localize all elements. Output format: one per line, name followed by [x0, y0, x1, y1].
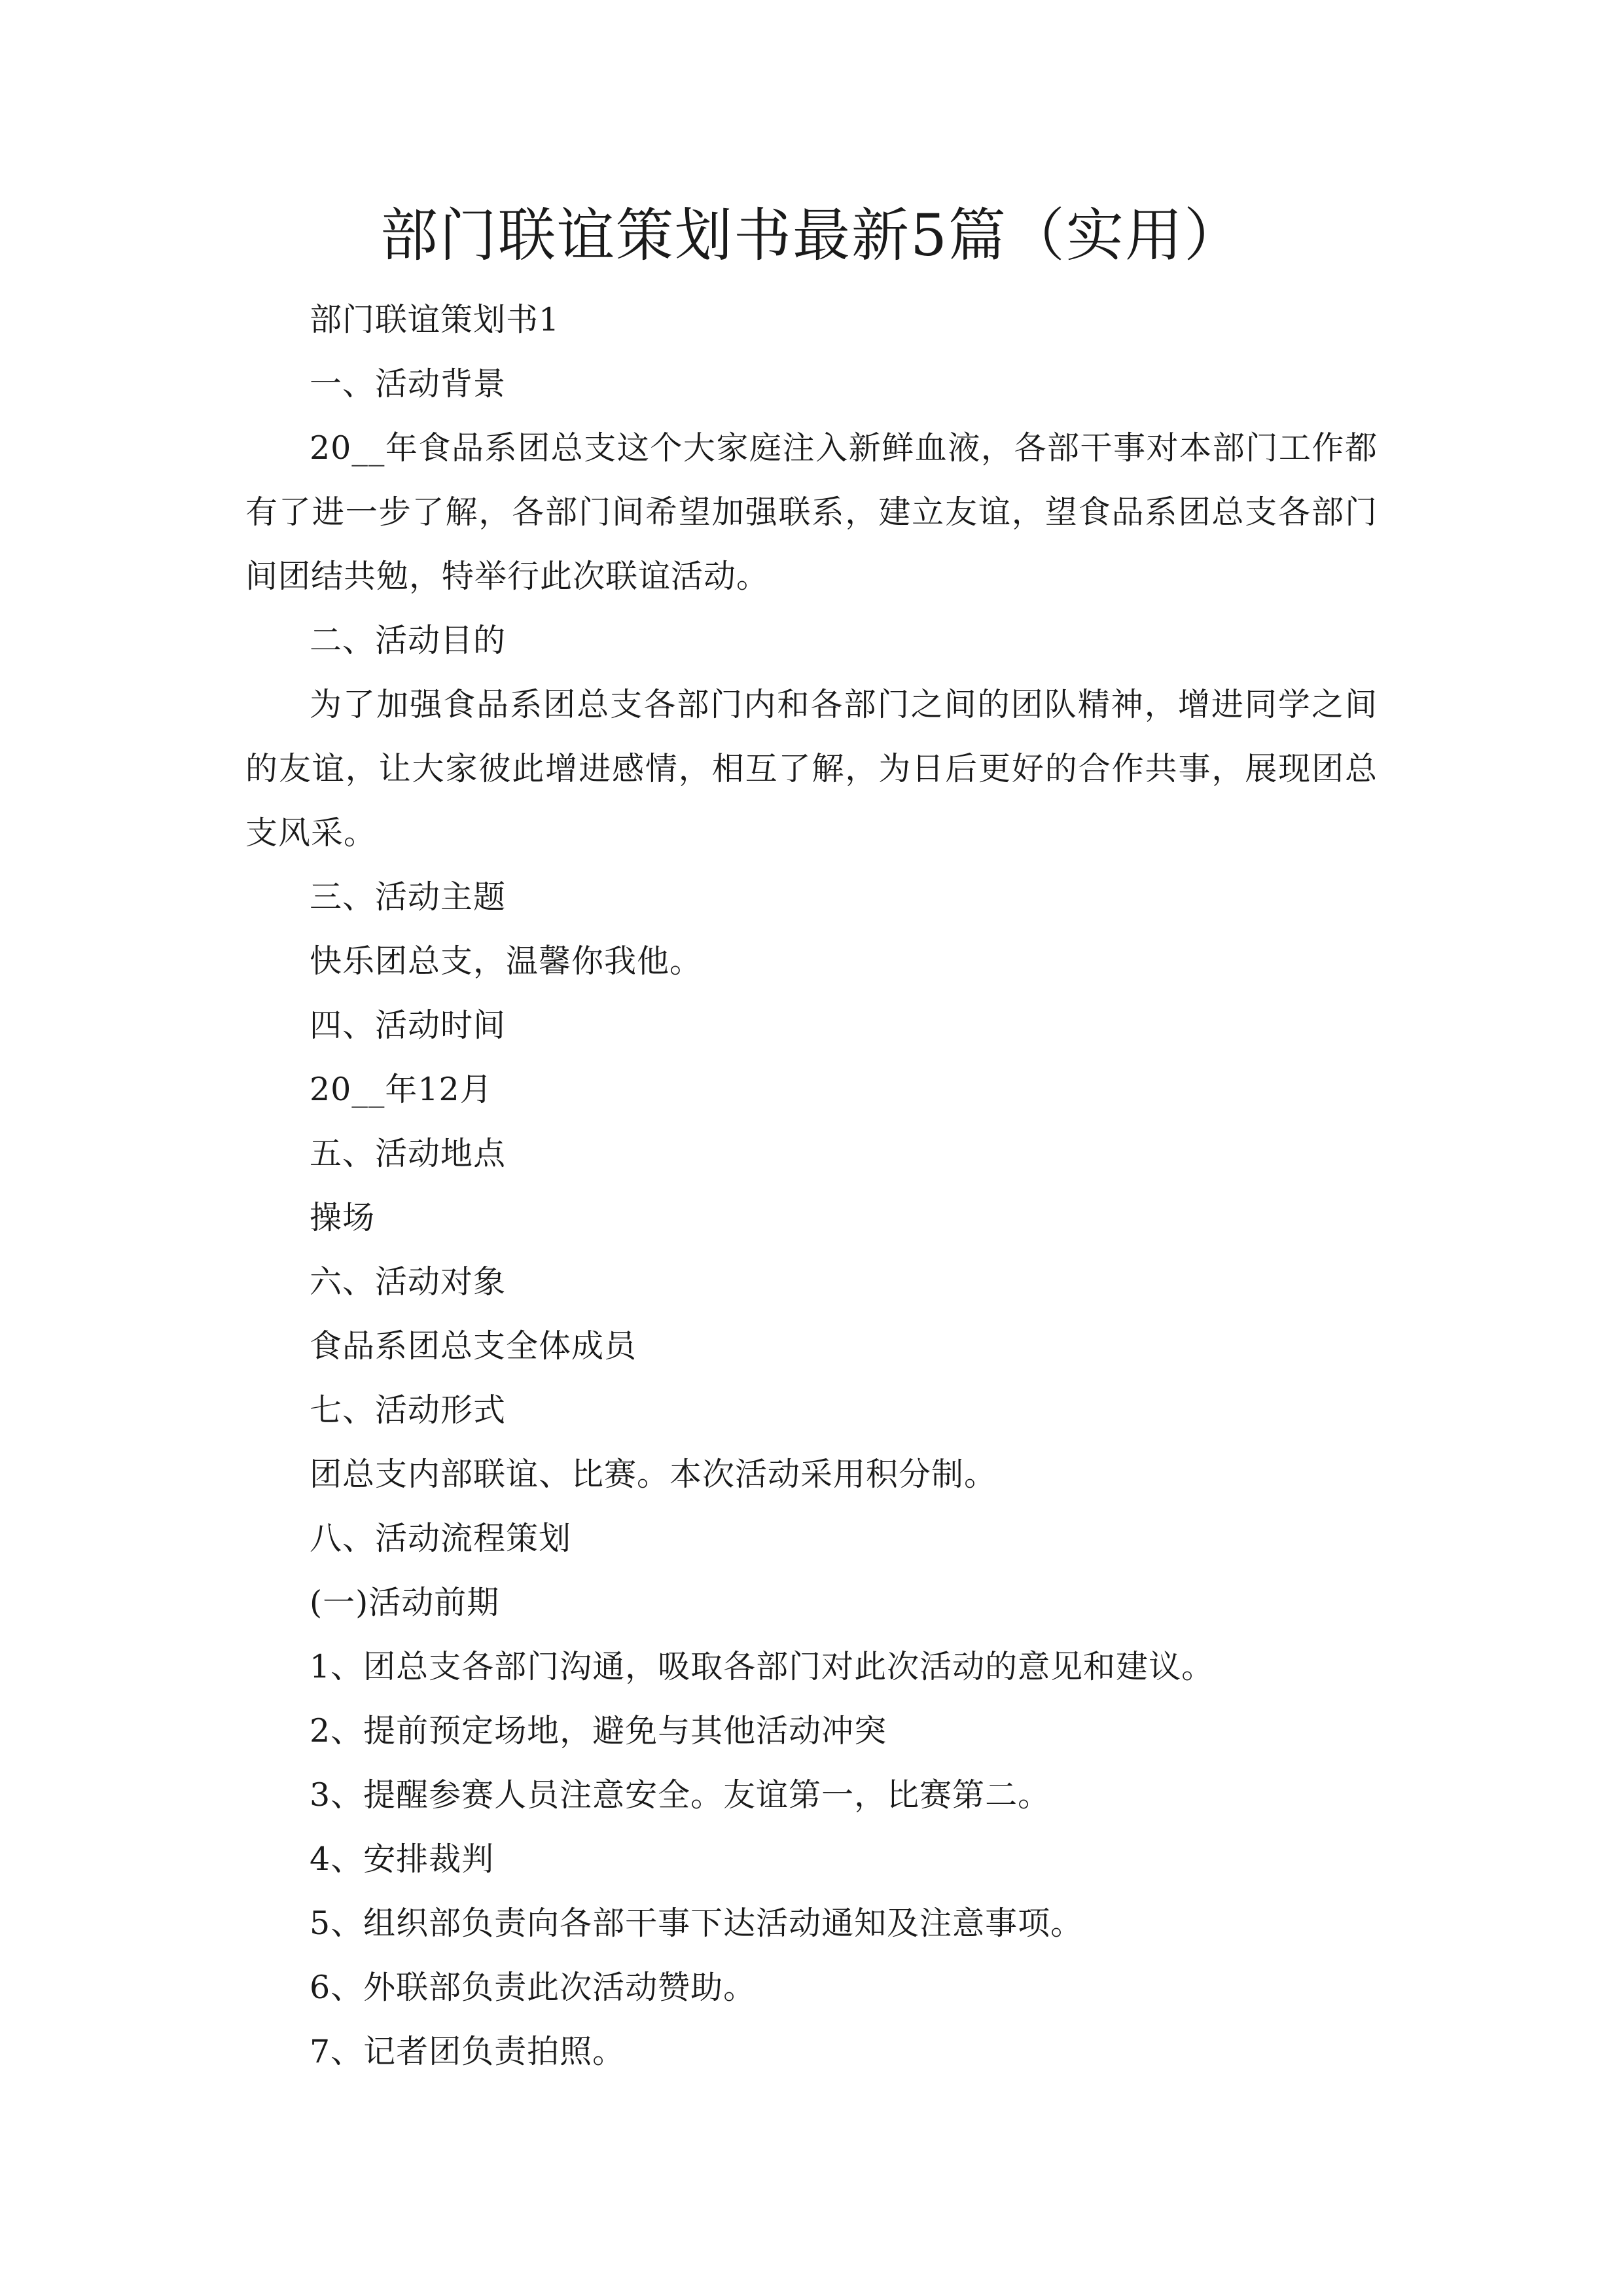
heading-location: 五、活动地点 — [310, 1135, 507, 1172]
document-body — [245, 288, 1378, 2084]
paragraph-participants: 食品系团总支全体成员 — [310, 1327, 637, 1365]
list-item: 1、团总支各部门沟通，吸取各部门对此次活动的意见和建议。 — [310, 1648, 1215, 1685]
heading-background: 一、活动背景 — [310, 365, 507, 403]
paragraph-theme: 快乐团总支，温馨你我他。 — [310, 942, 703, 980]
heading-format: 七、活动形式 — [310, 1391, 507, 1429]
document-title: 部门联谊策划书最新5篇（实用） — [380, 202, 1243, 269]
paragraph-format: 团总支内部联谊、比赛。本次活动采用积分制。 — [310, 1456, 997, 1493]
list-item: 5、组织部负责向各部干事下达活动通知及注意事项。 — [310, 1905, 1084, 1942]
paragraph-location: 操场 — [310, 1199, 376, 1236]
heading-purpose: 二、活动目的 — [310, 622, 507, 659]
paragraph-purpose: 为了加强食品系团总支各部门内和各部门之间的团队精神，增进同学之间的友谊，让大家彼此增进感情，相互了解，为日后更好的合作共事，展现团总支风采。 — [245, 686, 1378, 852]
heading-time: 四、活动时间 — [310, 1007, 507, 1044]
paragraph-background: 20__年食品系团总支这个大家庭注入新鲜血液，各部干事对本部门工作都有了进一步了解，各部门间希望加强联系，建立友谊，望食品系团总支各部门间团结共勉，特举行此次联谊活动。 — [245, 429, 1378, 595]
paragraph-time: 20__年12月 — [310, 1071, 493, 1108]
list-item: 4、安排裁判 — [310, 1840, 495, 1878]
list-item: 3、提醒参赛人员注意安全。友谊第一，比赛第二。 — [310, 1776, 1051, 1814]
section-heading-plan-1: 部门联谊策划书1 — [310, 301, 560, 338]
heading-theme: 三、活动主题 — [310, 878, 507, 916]
subheading-pre-event: (一)活动前期 — [310, 1584, 500, 1621]
list-item: 2、提前预定场地，避免与其他活动冲突 — [310, 1712, 887, 1749]
heading-process: 八、活动流程策划 — [310, 1520, 572, 1557]
heading-participants: 六、活动对象 — [310, 1263, 507, 1300]
list-item: 6、外联部负责此次活动赞助。 — [310, 1969, 757, 2006]
list-item: 7、记者团负责拍照。 — [310, 2033, 626, 2070]
